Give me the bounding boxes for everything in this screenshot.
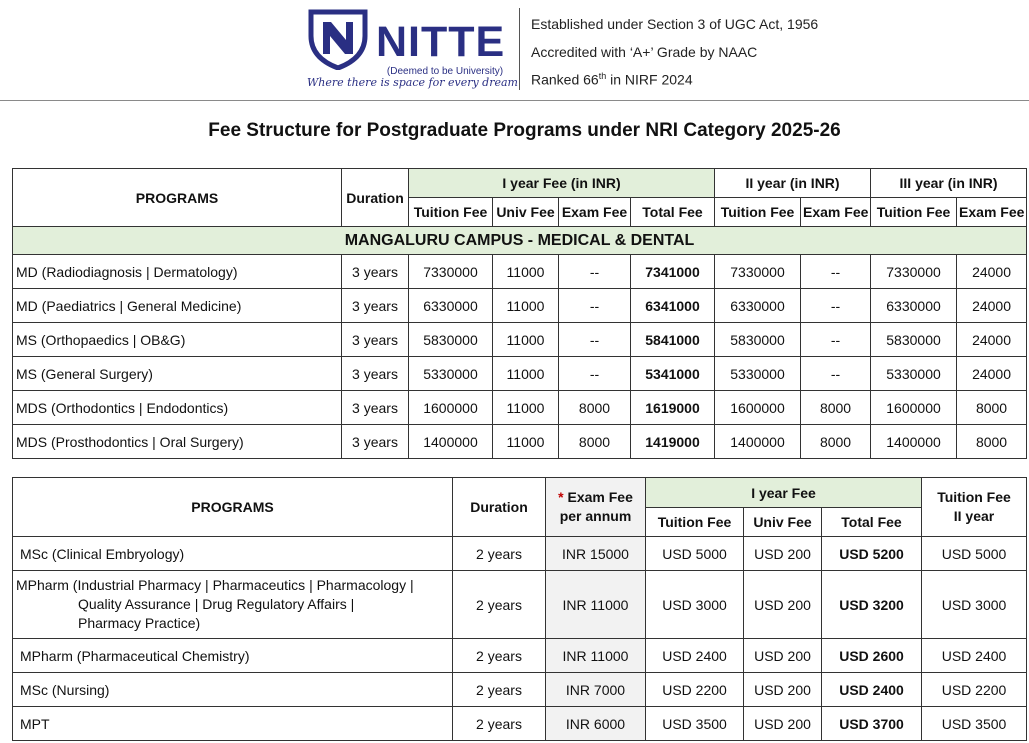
table-row: MSc (Clinical Embryology) 2 years INR 15000 USD 5000 USD 200 USD 5200 USD 5000: [13, 537, 1027, 571]
table-row: MDS (Prosthodontics | Oral Surgery) 3 years 1400000 11000 8000 1419000 1400000 8000 1400000 8000: [13, 425, 1027, 459]
accreditation-line-2: Accredited with ‘A+’ Grade by NAAC: [531, 44, 758, 60]
logo-subtitle: (Deemed to be University): [386, 66, 504, 77]
table-row: MS (General Surgery) 3 years 5330000 11000 -- 5341000 5330000 -- 5330000 24000: [13, 357, 1027, 391]
logo-name: NITTE: [376, 18, 506, 66]
col-header-tuition-1: Tuition Fee: [409, 198, 493, 227]
logo-tagline: Where there is space for every dream: [307, 76, 518, 89]
col-header-year1: I year Fee (in INR): [409, 169, 715, 198]
nitte-shield-icon: [307, 8, 369, 70]
table-row: MSc (Nursing) 2 years INR 7000 USD 2200 USD 200 USD 2400 USD 2200: [13, 673, 1027, 707]
col-header-exam-3: Exam Fee: [957, 198, 1027, 227]
col-header-programs: PROGRAMS: [13, 169, 342, 227]
header-divider: [519, 8, 520, 90]
pharmacy-nursing-fee-table: [12, 477, 1027, 741]
page-title: Fee Structure for Postgraduate Programs under NRI Category 2025-26: [208, 120, 841, 141]
col-header-exam-2: Exam Fee: [801, 198, 871, 227]
col-header-tuition-year2: Tuition Fee II year: [922, 478, 1027, 537]
col-header-year2: II year (in INR): [715, 169, 871, 198]
col-header-univ-1: Univ Fee: [493, 198, 559, 227]
col-header-exam-1: Exam Fee: [559, 198, 631, 227]
campus-header: MANGALURU CAMPUS - MEDICAL & DENTAL: [13, 227, 1027, 255]
col-header-tuition-2: Tuition Fee: [715, 198, 801, 227]
accreditation-line-1: Established under Section 3 of UGC Act, 1956: [531, 16, 819, 32]
table-row: MS (Orthopaedics | OB&G) 3 years 5830000 11000 -- 5841000 5830000 -- 5830000 24000: [13, 323, 1027, 357]
accreditation-line-3: Ranked 66th in NIRF 2024: [531, 71, 693, 88]
table-row: MPT 2 years INR 6000 USD 3500 USD 200 USD 3700 USD 3500: [13, 707, 1027, 741]
medical-dental-fee-table: [12, 168, 1027, 459]
col-header-programs: PROGRAMS: [13, 478, 453, 537]
col-header-year1: I year Fee: [646, 478, 922, 508]
table-row: MPharm (Industrial Pharmacy | Pharmaceutics | Pharmacology | Quality Assurance | Drug Regulatory Affairs | Pharmacy Practice) 2 years INR 11000 USD 3000 USD 200 USD 3200 USD 3000: [13, 571, 1027, 639]
col-header-total: Total Fee: [822, 508, 922, 537]
col-header-duration: Duration: [342, 169, 409, 227]
col-header-total-1: Total Fee: [631, 198, 715, 227]
col-header-year3: III year (in INR): [871, 169, 1027, 198]
table-row: MD (Paediatrics | General Medicine) 3 years 6330000 11000 -- 6341000 6330000 -- 6330000 24000: [13, 289, 1027, 323]
table-row: MDS (Orthodontics | Endodontics) 3 years 1600000 11000 8000 1619000 1600000 8000 1600000 8000: [13, 391, 1027, 425]
page-header: [0, 0, 1029, 101]
col-header-exam-fee: * Exam Fee per annum: [546, 478, 646, 537]
table-row: MD (Radiodiagnosis | Dermatology) 3 years 7330000 11000 -- 7341000 7330000 -- 7330000 24000: [13, 255, 1027, 289]
table-row: MPharm (Pharmaceutical Chemistry) 2 years INR 11000 USD 2400 USD 200 USD 2600 USD 2400: [13, 639, 1027, 673]
col-header-tuition: Tuition Fee: [646, 508, 744, 537]
col-header-tuition-3: Tuition Fee: [871, 198, 957, 227]
nitte-logo: [305, 6, 518, 92]
col-header-univ: Univ Fee: [744, 508, 822, 537]
col-header-duration: Duration: [453, 478, 546, 537]
